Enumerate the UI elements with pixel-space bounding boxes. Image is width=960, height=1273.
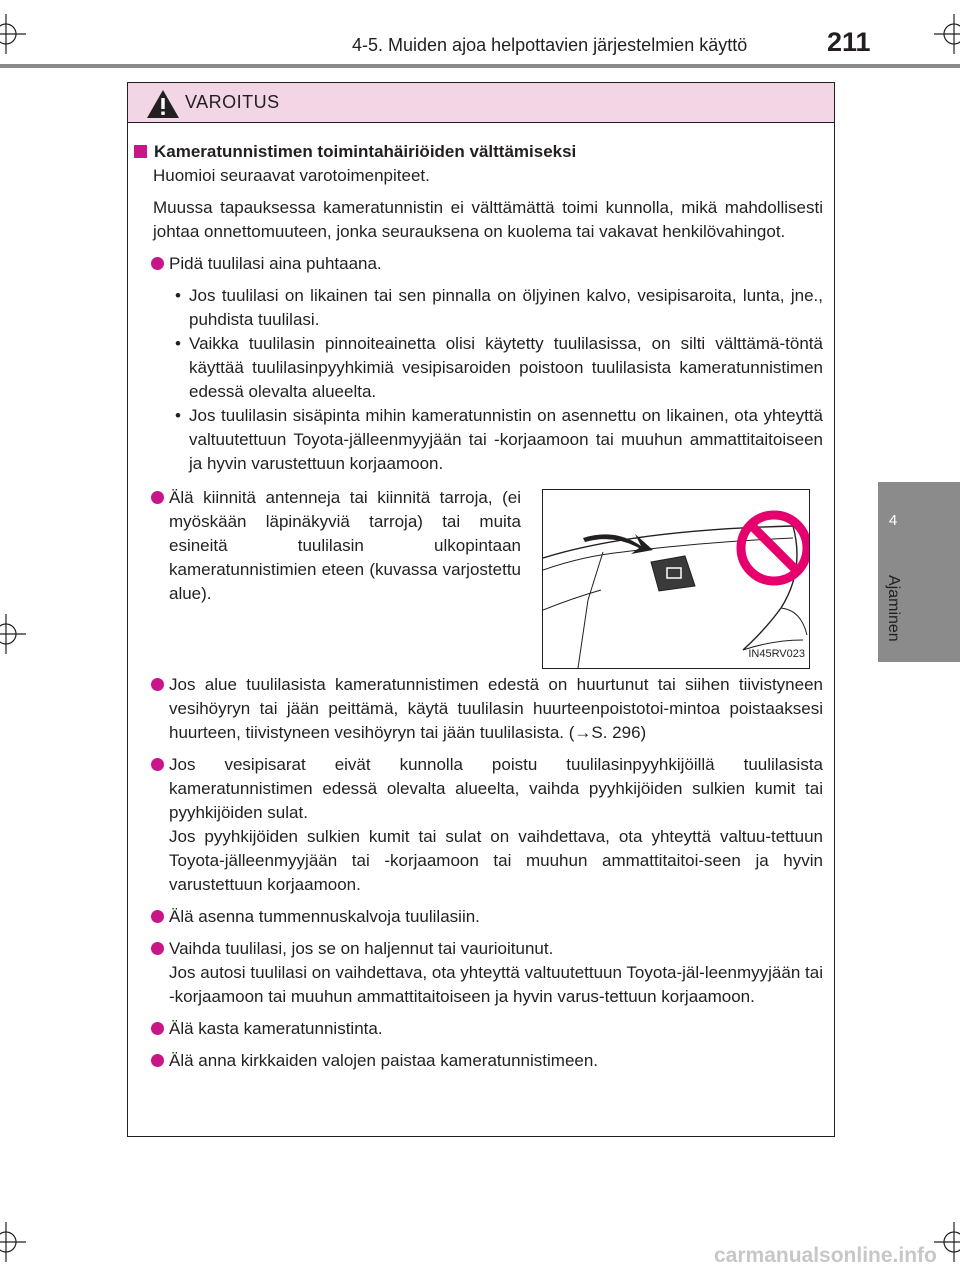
round-bullet-icon [151, 491, 164, 504]
round-bullet-icon [151, 758, 164, 771]
bullet-text: Pidä tuulilasi aina puhtaana. [169, 254, 382, 273]
registration-mark-icon [934, 1222, 960, 1262]
watermark: carmanualsonline.info [714, 1244, 937, 1267]
warning-triangle-icon [146, 89, 180, 119]
bullet-text: Älä kasta kameratunnistinta. [169, 1019, 383, 1038]
registration-mark-icon [0, 614, 26, 654]
bullet-text: Älä asenna tummennuskalvoja tuulilasiin. [169, 907, 480, 926]
bullet-text: Älä anna kirkkaiden valojen paistaa kameratunnistimeen. [169, 1051, 599, 1070]
bullet-item [169, 905, 823, 929]
warning-header [128, 83, 834, 123]
chapter-number: 4 [888, 512, 898, 529]
bullet-item [169, 673, 823, 745]
figure-caption: IN45RV023 [748, 648, 805, 660]
section-title: 4-5. Muiden ajoa helpottavien järjestelmien käyttö [352, 35, 748, 55]
bullet-item [169, 1017, 823, 1041]
sub-bullet-item: • Jos tuulilasin sisäpinta mihin kameratunnistin on asennettu on likainen, ota yhteyttä valtuutettuun Toyota-jälleenmyyjään tai -korjaamoon tai muuhun ammattitaitoiseen ja hyvin varustettuun korjaamoon. [175, 406, 823, 473]
sub-bullet-text: Jos tuulilasi on likainen tai sen pinnalla on öljyinen kalvo, vesipisaroita, lunta, jne., puhdista tuulilasi. [189, 286, 823, 329]
bullet-item [169, 937, 823, 961]
sub-bullet-item: • Vaikka tuulilasin pinnoiteainetta olisi käytetty tuulilasissa, on silti välttämä-töntä käyttää tuulilasinpyyhkimiä vesipisaroiden poistoon tuulilasista kameratunnistimen edessä olevalta alueelta. [175, 334, 823, 401]
sub-bullet-item: • Jos tuulilasi on likainen tai sen pinnalla on öljyinen kalvo, vesipisaroita, lunta, jne., puhdista tuulilasi. [175, 286, 823, 329]
bullet-continuation: Jos autosi tuulilasi on vaihdettava, ota yhteyttä valtuutettuun Toyota-jäl-leenmyyjään tai -korjaamoon tai muuhun ammattitaitoiseen ja hyvin varus-tettuun korjaamoon. [169, 963, 823, 1006]
warning-heading [128, 140, 834, 164]
bullet-item [169, 1049, 823, 1073]
square-bullet-icon [134, 145, 147, 158]
sub-bullet-text: Vaikka tuulilasin pinnoiteainetta olisi käytetty tuulilasissa, on silti välttämä-töntä käyttää tuulilasinpyyhkimiä vesipisaroiden poistoon tuulilasista kameratunnistimen edessä olevalta alueelta. [189, 334, 823, 401]
registration-mark-icon [0, 1222, 26, 1262]
round-bullet-icon [151, 678, 164, 691]
warning-box [127, 82, 835, 1137]
page-number: 211 [827, 27, 871, 57]
bullet-text: Vaihda tuulilasi, jos se on haljennut tai vaurioitunut. [169, 939, 554, 958]
sub-bullet-text: Jos tuulilasin sisäpinta mihin kameratunnistin on asennettu on likainen, ota yhteyttä valtuutettuun Toyota-jälleenmyyjään tai -korjaamoon tai muuhun ammattitaitoiseen ja hyvin varustettuun korjaamoon. [189, 406, 823, 473]
windshield-figure [542, 489, 810, 669]
chapter-label-text: Ajaminen [885, 575, 902, 642]
round-bullet-icon [151, 257, 164, 270]
header-divider [0, 64, 960, 68]
figure-row [128, 486, 834, 660]
bullet-continuation: Jos pyyhkijöiden sulkien kumit tai sulat on vaihdettava, ota yhteyttä valtuu-tettuun Toyota-jälleenmyyjään tai -korjaamoon tai muuhun ammattitaitoi-seen ja hyvin varustettuun korjaamoon. [169, 827, 823, 894]
bullet-item [169, 486, 521, 606]
round-bullet-icon [151, 942, 164, 955]
bullet-text: Jos vesipisarat eivät kunnolla poistu tuulilasinpyyhkijöillä tuulilasista kameratunnistimen edessä olevalta alueelta, vaihda pyyhkijöiden sulkien kumit tai pyyhkijöiden sulat. [169, 755, 823, 822]
round-bullet-icon [151, 910, 164, 923]
round-bullet-icon [151, 1054, 164, 1067]
chapter-label [878, 575, 908, 665]
registration-mark-icon [934, 14, 960, 54]
bullet-item [169, 252, 823, 276]
bullet-text: Jos alue tuulilasista kameratunnistimen edestä on huurtunut tai siihen tiivistyneen vesihöyryn tai jään peittämä, käytä tuulilasin huurteenpoistotoi-mintoa poistaaksesi huurteen, tiivistyneen vesihöyryn tai jään tuulilasista. (→S. 296) [169, 675, 823, 742]
round-bullet-icon [151, 1022, 164, 1035]
registration-mark-icon [0, 14, 26, 54]
intro-paragraph: Muussa tapauksessa kameratunnistin ei välttämättä toimi kunnolla, mikä mahdollisesti johtaa onnettomuuteen, jonka seurauksena on kuolema tai vakavat henkilövahingot. [153, 198, 823, 241]
warning-heading-text: Kameratunnistimen toimintahäiriöiden välttämiseksi [154, 142, 577, 161]
warning-content [128, 140, 834, 1073]
bullet-text: Älä kiinnitä antenneja tai kiinnitä tarroja, (ei myöskään läpinäkyviä tarroja) tai muita esineitä tuulilasin ulkopintaan kameratunnistimien eteen (kuvassa varjostettu alue). [169, 488, 521, 603]
warning-label: VAROITUS [185, 92, 280, 112]
bullet-item [169, 753, 823, 825]
intro-paragraph: Huomioi seuraavat varotoimenpiteet. [153, 166, 430, 185]
